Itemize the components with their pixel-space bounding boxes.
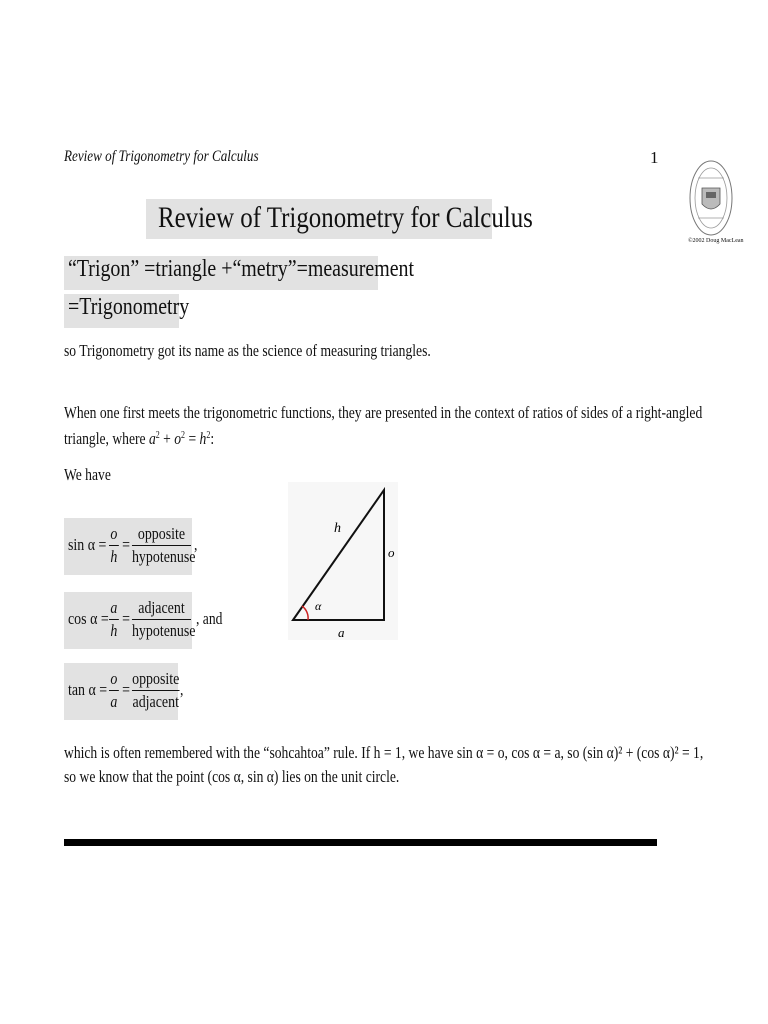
tan-fraction-short: $\frac{o}{a}$ bbox=[110, 669, 118, 711]
cos-fraction-short: $\frac{a}{h}$ bbox=[110, 598, 118, 640]
cos-formula-box: cos α = $\frac{a}{h}$ = adjacent hypotenuse bbox=[64, 592, 192, 649]
university-seal-icon bbox=[688, 158, 734, 238]
tan-fraction-words: opposite adjacent bbox=[132, 669, 180, 711]
we-have-text: We have bbox=[64, 465, 111, 484]
tan-label: tan α = bbox=[68, 680, 108, 699]
context-paragraph-line-2: triangle, where $a^2 + o^2 = h^2$: bbox=[64, 429, 215, 448]
subtitle-line-2: =Trigonometry bbox=[68, 294, 190, 320]
tan-trailing-comma: , bbox=[180, 680, 184, 699]
tan-formula-box: tan α = $\frac{o}{a}$ = opposite adjacent bbox=[64, 663, 178, 720]
sin-label: sin α = bbox=[68, 535, 107, 554]
cos-label: cos α = bbox=[68, 609, 109, 628]
seal-caption: ©2002 Doug MacLean bbox=[688, 238, 744, 244]
cos-fraction-words: adjacent hypotenuse bbox=[131, 598, 196, 640]
opposite-label: o bbox=[388, 545, 395, 560]
subtitle-line-1: “Trigon” =triangle +“metry”=measurement bbox=[68, 256, 415, 282]
sin-fraction-short: $\frac{o}{h}$ bbox=[110, 524, 118, 566]
sin-trailing-comma: , bbox=[194, 535, 198, 554]
adjacent-label: a bbox=[338, 625, 345, 640]
horizontal-rule bbox=[64, 839, 657, 846]
sohcahtoa-paragraph-line-2: so we know that the point (cos α, sin α) lies on the unit circle. bbox=[64, 767, 400, 786]
running-title: Review of Trigonometry for Calculus bbox=[64, 148, 259, 165]
sin-fraction-words: opposite hypotenuse bbox=[131, 524, 196, 566]
right-triangle-diagram bbox=[288, 482, 398, 640]
hypotenuse-label: h bbox=[334, 521, 341, 536]
sohcahtoa-paragraph-line-1: which is often remembered with the “sohcahtoa” rule. If h = 1, we have sin α = o, cos α = a, so (sin α)² + (cos α)² = 1, bbox=[64, 743, 704, 762]
intro-paragraph: so Trigonometry got its name as the science of measuring triangles. bbox=[64, 341, 431, 360]
context-paragraph-line-1: When one first meets the trigonometric functions, they are presented in the context of ratios of sides of a right-angled bbox=[64, 403, 703, 422]
page-title: Review of Trigonometry for Calculus bbox=[158, 201, 533, 234]
cos-trailing-and: , and bbox=[196, 609, 223, 628]
sin-formula-box: sin α = $\frac{o}{h}$ = opposite hypotenuse bbox=[64, 518, 192, 575]
angle-label: α bbox=[315, 599, 322, 613]
page-number: 1 bbox=[650, 148, 659, 167]
